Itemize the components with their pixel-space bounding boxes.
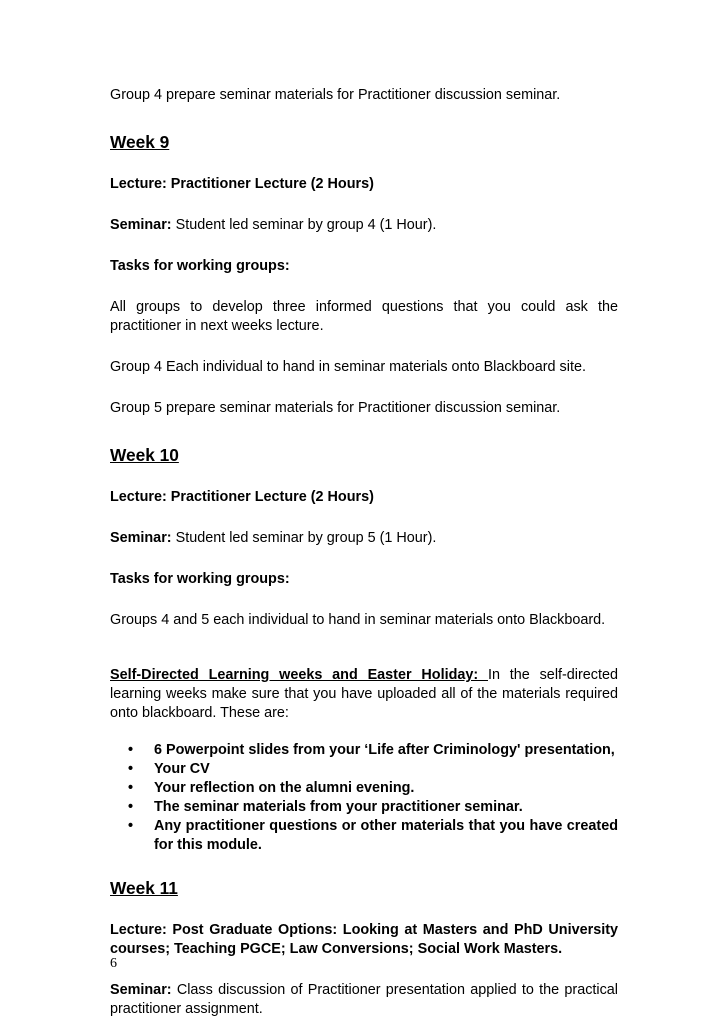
seminar-label: Seminar: [110,982,172,998]
list-item [128,779,618,798]
task-paragraph: Groups 4 and 5 each individual to hand in seminar materials onto Blackboard. [110,612,606,628]
list-item [128,798,618,817]
seminar-text: Class discussion of Practitioner presentation applied to the practical practitioner assignment. [110,982,618,1017]
seminar-label: Seminar: [110,217,172,233]
document-page [110,86,618,1019]
paragraph: Group 4 prepare seminar materials for Practitioner discussion seminar. [110,87,561,103]
week-heading: Week 11 [110,878,178,898]
list-item [128,817,618,855]
bullet-icon: • [128,761,134,777]
seminar-text: Student led seminar by group 4 (1 Hour). [171,217,437,233]
seminar-label: Seminar: [110,530,172,546]
seminar-line [110,981,618,1019]
bullet-icon: • [128,780,134,796]
task-paragraph: All groups to develop three informed questions that you could ask the practitioner in next weeks lecture. [110,299,618,334]
bullet-icon: • [128,799,134,815]
self-directed-paragraph [110,666,618,723]
lecture-line: Lecture: Practitioner Lecture (2 Hours) [110,489,374,505]
list-item-text: 6 Powerpoint slides from your ‘Life after Criminology' presentation, [154,742,615,758]
task-paragraph: Group 5 prepare seminar materials for Practitioner discussion seminar. [110,400,561,416]
list-item-text: Your CV [154,761,210,777]
self-directed-text: In the self-directed learning weeks make sure that you have uploaded all of the materials required onto blackboard. These are: [110,667,618,721]
list-item [128,760,618,779]
seminar-line [110,529,618,548]
list-item-text: The seminar materials from your practitioner seminar. [154,799,523,815]
task-paragraph: Group 4 Each individual to hand in seminar materials onto Blackboard site. [110,359,586,375]
lecture-line: Lecture: Post Graduate Options: Looking at Masters and PhD University courses; Teaching PGCE; Law Conversions; Social Work Masters. [110,922,618,957]
materials-list [110,741,618,855]
bullet-icon: • [128,742,134,758]
week-heading: Week 10 [110,445,179,465]
tasks-heading: Tasks for working groups: [110,571,290,587]
week-heading: Week 9 [110,132,170,152]
page-number: 6 [110,956,117,971]
list-item-text: Any practitioner questions or other materials that you have created for this module. [154,818,618,853]
self-directed-label: Self-Directed Learning weeks and Easter Holiday: [110,667,488,683]
seminar-text: Student led seminar by group 5 (1 Hour). [171,530,437,546]
bullet-icon: • [128,818,134,834]
lecture-line: Lecture: Practitioner Lecture (2 Hours) [110,176,374,192]
tasks-heading: Tasks for working groups: [110,258,290,274]
seminar-line [110,216,618,235]
list-item [128,741,618,760]
list-item-text: Your reflection on the alumni evening. [154,780,415,796]
